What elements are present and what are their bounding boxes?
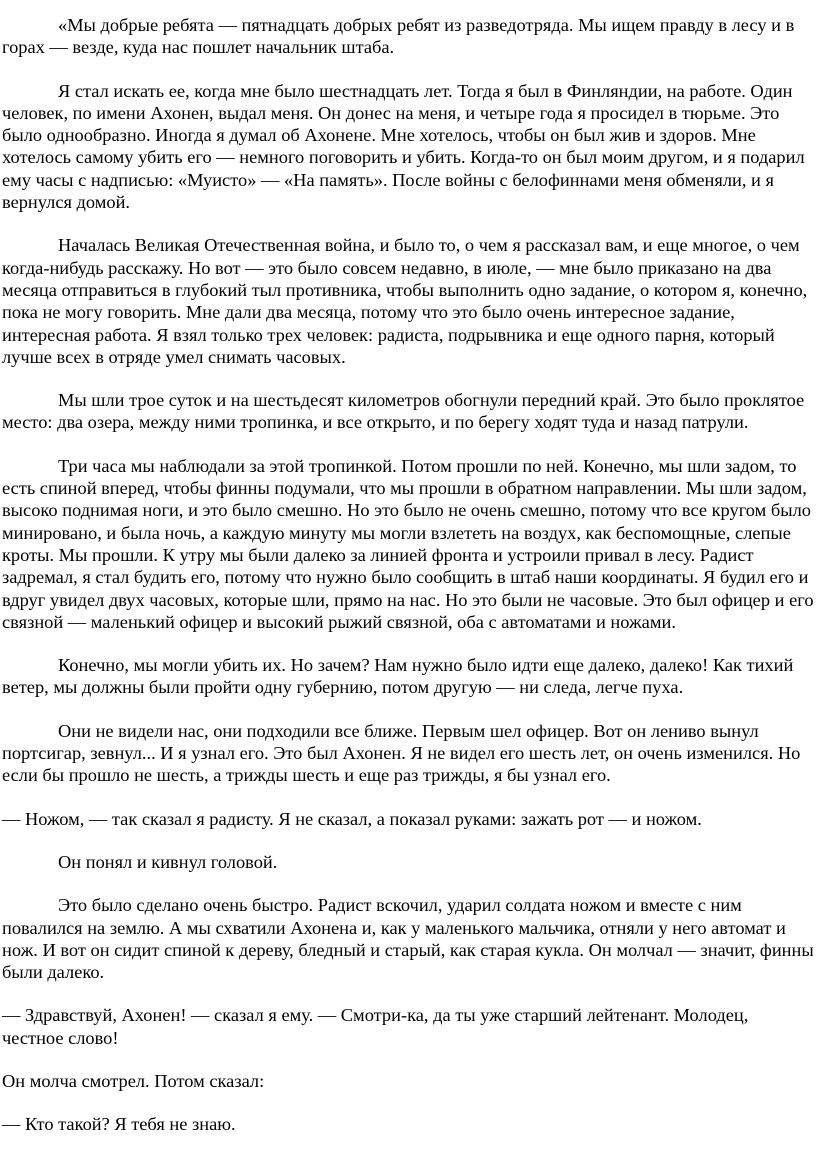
paragraph-4: Мы шли трое суток и на шестьдесят километров обогнули передний край. Это было проклятое место: два озера, между ними тропинка, и все открыто, и по берегу ходят туда и назад патрули. (2, 390, 805, 433)
paragraph-2: Я стал искать ее, когда мне было шестнадцать лет. Тогда я был в Финляндии, на работе. Один человек, по имени Ахонен, выдал меня. Он донес на меня, и четыре года я просидел в тюрьме. Это было однообразно. Иногда я думал об Ахонене. Мне хотелось, чтобы он был жив и здоров. Мне хотелось самому убить его — немного поговорить и убить. Когда-то он был моим другом, и я подарил ему часы с надписью: «Муисто» — «На память». После войны с белофиннами меня обменяли, и я вернулся домой. (2, 80, 805, 213)
paragraph-12: Он молча смотрел. Потом сказал: (2, 1070, 265, 1091)
paragraph-10: Это было сделано очень быстро. Радист вскочил, ударил солдата ножом и вместе с ним повалился на землю. А мы схватили Ахонена и, как у маленького мальчика, отняли у него автомат и нож. И вот он сидит спиной к дереву, бледный и старый, как старая кукла. Он молчал — значит, финны были далеко. (2, 895, 814, 983)
paragraph-6: Конечно, мы могли убить их. Но зачем? Нам нужно было идти еще далеко, далеко! Как тихий ветер, мы должны были пройти одну губернию, потом другую — ни следа, легче пуха. (2, 655, 794, 698)
paragraph-11-dialogue: — Здравствуй, Ахонен! — сказал я ему. — Смотри-ка, да ты уже старший лейтенант. Молодец, честное слово! (2, 1005, 749, 1048)
paragraph-9: Он понял и кивнул головой. (58, 851, 278, 872)
paragraph-3: Началась Великая Отечественная война, и было то, о чем я рассказал вам, и еще многое, о чем когда-нибудь расскажу. Но вот — это было совсем недавно, в июле, — мне было приказано на два месяца отправиться в глубокий тыл противника, чтобы выполнить одно задание, о котором я, конечно, пока не могу говорить. Мне дали два месяца, потому что это было очень интересное задание, интересная работа. Я взял только трех человек: радиста, подрывника и еще одного парня, который лучше всех в отряде умел снимать часовых. (2, 235, 808, 367)
paragraph-13-dialogue: — Кто такой? Я тебя не знаю. (2, 1114, 236, 1135)
paragraph-5: Три часа мы наблюдали за этой тропинкой. Потом прошли по ней. Конечно, мы шли задом, то есть спиной вперед, чтобы финны подумали, что мы прошли в обратном направлении. Мы шли задом, высоко поднимая ноги, и это было смешно. Но это было не очень смешно, потому что все кругом было минировано, и была ночь, а каждую минуту мы могли взлететь на воздух, как беспомощные, слепые кроты. Мы прошли. К утру мы были далеко за линией фронта и устроили привал в лесу. Радист задремал, я стал будить его, потому что нужно было сообщить в штаб наши координаты. Я будил его и вдруг увидел двух часовых, которые шли, прямо на нас. Но это были не часовые. Это был офицер и его связной — маленький офицер и высокий рыжий связной, оба с автоматами и ножами. (2, 455, 814, 632)
paragraph-1: «Мы добрые ребята — пятнадцать добрых ребят из разведотряда. Мы ищем правду в лесу и в горах — везде, куда нас пошлет начальник штаба. (2, 15, 795, 58)
paragraph-8-dialogue: — Ножом, — так сказал я радисту. Я не сказал, а показал руками: зажать рот — и ножом. (2, 808, 702, 829)
paragraph-7: Они не видели нас, они подходили все ближе. Первым шел офицер. Вот он лениво вынул портсигар, зевнул... И я узнал его. Это был Ахонен. Я не видел его шесть лет, он очень изменился. Но если бы прошло не шесть, а трижды шесть и еще раз трижды, я бы узнал его. (2, 720, 801, 786)
